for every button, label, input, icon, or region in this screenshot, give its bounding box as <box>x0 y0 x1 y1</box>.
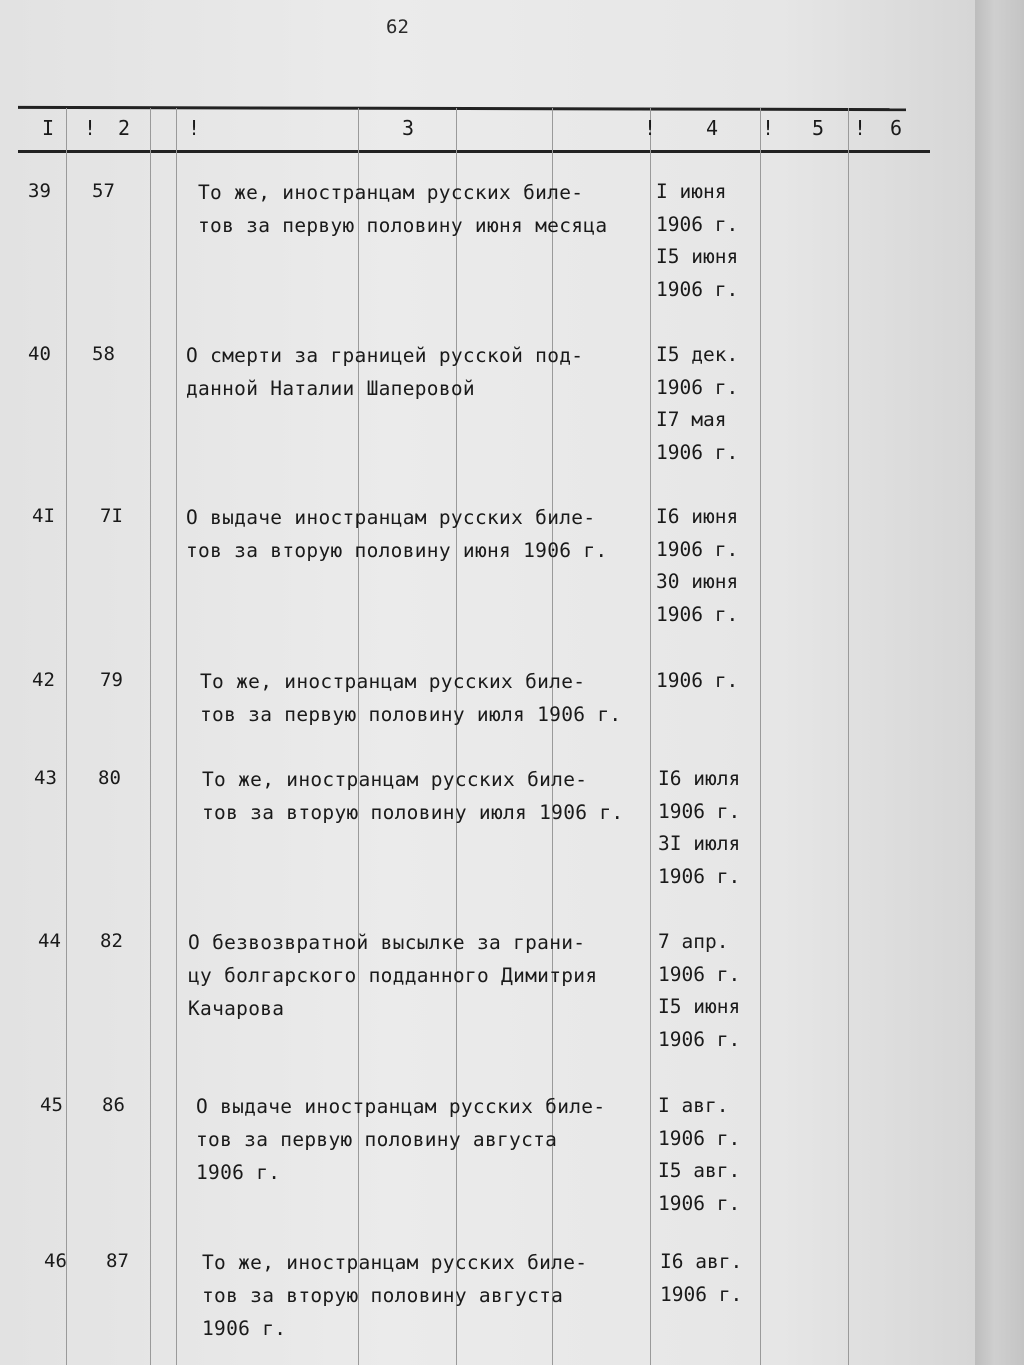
row-dates: I июня 1906 г. I5 июня 1906 г. <box>656 180 739 301</box>
row-number: 4I <box>32 505 55 527</box>
row-number: 45 <box>40 1094 63 1116</box>
row-description: То же, иностранцам русских биле- тов за первую половину июля 1906 г. <box>200 670 622 726</box>
document-number: 82 <box>100 930 123 952</box>
row-dates: I6 июля 1906 г. 3I июля 1906 г. <box>658 767 741 888</box>
row-description: То же, иностранцам русских биле- тов за вторую половину июля 1906 г. <box>202 768 624 824</box>
document-number: 7I <box>100 505 123 527</box>
document-number: 79 <box>100 669 123 691</box>
row-number: 46 <box>44 1250 67 1272</box>
row-number: 43 <box>34 767 57 789</box>
row-description: О безвозвратной высылке за грани- цу болгарского подданного Димитрия Качарова <box>188 931 598 1020</box>
row-dates: I авг. 1906 г. I5 авг. 1906 г. <box>658 1094 741 1215</box>
row-description: То же, иностранцам русских биле- тов за вторую половину августа 1906 г. <box>202 1251 588 1340</box>
row-dates: I5 дек. 1906 г. I7 мая 1906 г. <box>656 343 739 464</box>
row-number: 42 <box>32 669 55 691</box>
column-divider <box>848 108 849 1365</box>
header-col-1: I <box>42 116 55 140</box>
page-number: 62 <box>386 16 409 38</box>
row-description: То же, иностранцам русских биле- тов за первую половину июня месяца <box>198 181 608 237</box>
row-dates: 7 апр. 1906 г. I5 июня 1906 г. <box>658 930 741 1051</box>
column-divider <box>176 108 177 1365</box>
column-divider <box>66 108 67 1365</box>
row-description: О смерти за границей русской под- данной Наталии Шаперовой <box>186 344 584 400</box>
document-number: 80 <box>98 767 121 789</box>
header-col-6: 6 <box>890 116 903 140</box>
row-dates: 1906 г. <box>656 669 739 692</box>
header-separator: ! <box>644 116 657 140</box>
header-bottom-rule <box>18 150 930 153</box>
header-separator: ! <box>854 116 867 140</box>
document-number: 58 <box>92 343 115 365</box>
row-description: О выдаче иностранцам русских биле- тов за вторую половину июня 1906 г. <box>186 506 608 562</box>
row-number: 40 <box>28 343 51 365</box>
document-number: 57 <box>92 180 115 202</box>
header-separator: ! <box>762 116 775 140</box>
header-separator: ! <box>188 116 201 140</box>
document-number: 86 <box>102 1094 125 1116</box>
page-edge <box>975 0 1024 1365</box>
header-col-3: 3 <box>402 116 415 140</box>
row-dates: I6 июня 1906 г. 30 июня 1906 г. <box>656 505 739 626</box>
column-divider <box>760 108 761 1365</box>
document-number: 87 <box>106 1250 129 1272</box>
row-dates: I6 авг. 1906 г. <box>660 1250 743 1306</box>
column-divider <box>150 108 151 1365</box>
row-number: 44 <box>38 930 61 952</box>
header-col-5: 5 <box>812 116 825 140</box>
row-number: 39 <box>28 180 51 202</box>
column-divider <box>650 108 651 1365</box>
row-description: О выдаче иностранцам русских биле- тов за первую половину августа 1906 г. <box>196 1095 606 1184</box>
header-top-rule <box>18 106 906 111</box>
header-separator: ! <box>84 116 97 140</box>
header-col-4: 4 <box>706 116 719 140</box>
header-col-2: 2 <box>118 116 131 140</box>
